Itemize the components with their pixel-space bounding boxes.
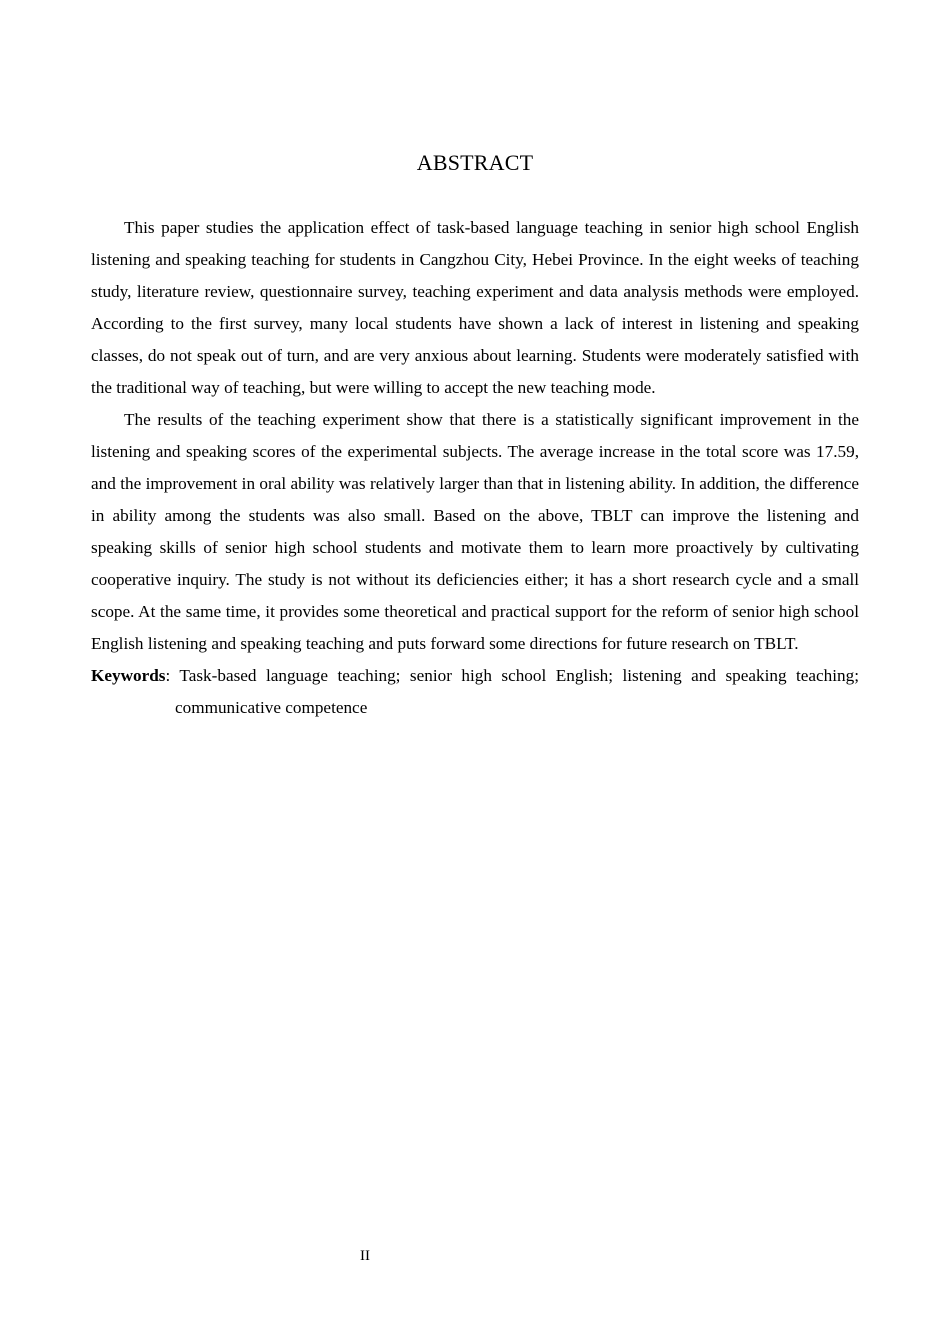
abstract-paragraph-2: The results of the teaching experiment show that there is a statistically significant improvement in the listening and speaking scores of the experimental subjects. The average increase in the total score was 17.59, and the improvement in oral ability was relatively larger than that in listening ability. In addition, the difference in ability among the students was also small. Based on the above, TBLT can improve the listening and speaking skills of senior high school students and motivate them to learn more proactively by cultivating cooperative inquiry. The study is not without its deficiencies either; it has a short research cycle and a small scope. At the same time, it provides some theoretical and practical support for the reform of senior high school English listening and speaking teaching and puts forward some directions for future research on TBLT.	[91, 410, 859, 653]
keywords-line	[91, 660, 859, 724]
page-number: II	[360, 1248, 370, 1264]
keywords-separator: :	[165, 666, 171, 685]
abstract-title: ABSTRACT	[416, 150, 534, 175]
abstract-paragraph-1: This paper studies the application effect of task-based language teaching in senior high school English listening and speaking teaching for students in Cangzhou City, Hebei Province. In the eight weeks of teaching study, literature review, questionnaire survey, teaching experiment and data analysis methods were employed. According to the first survey, many local students have shown a lack of interest in listening and speaking classes, do not speak out of turn, and are very anxious about learning. Students were moderately satisfied with the traditional way of teaching, but were willing to accept the new teaching mode.	[91, 218, 859, 397]
keywords-text: Task-based language teaching; senior high school English; listening and speaking teaching; communicative competence	[170, 666, 859, 717]
abstract-body	[91, 212, 859, 724]
keywords-label: Keywords	[91, 666, 166, 685]
